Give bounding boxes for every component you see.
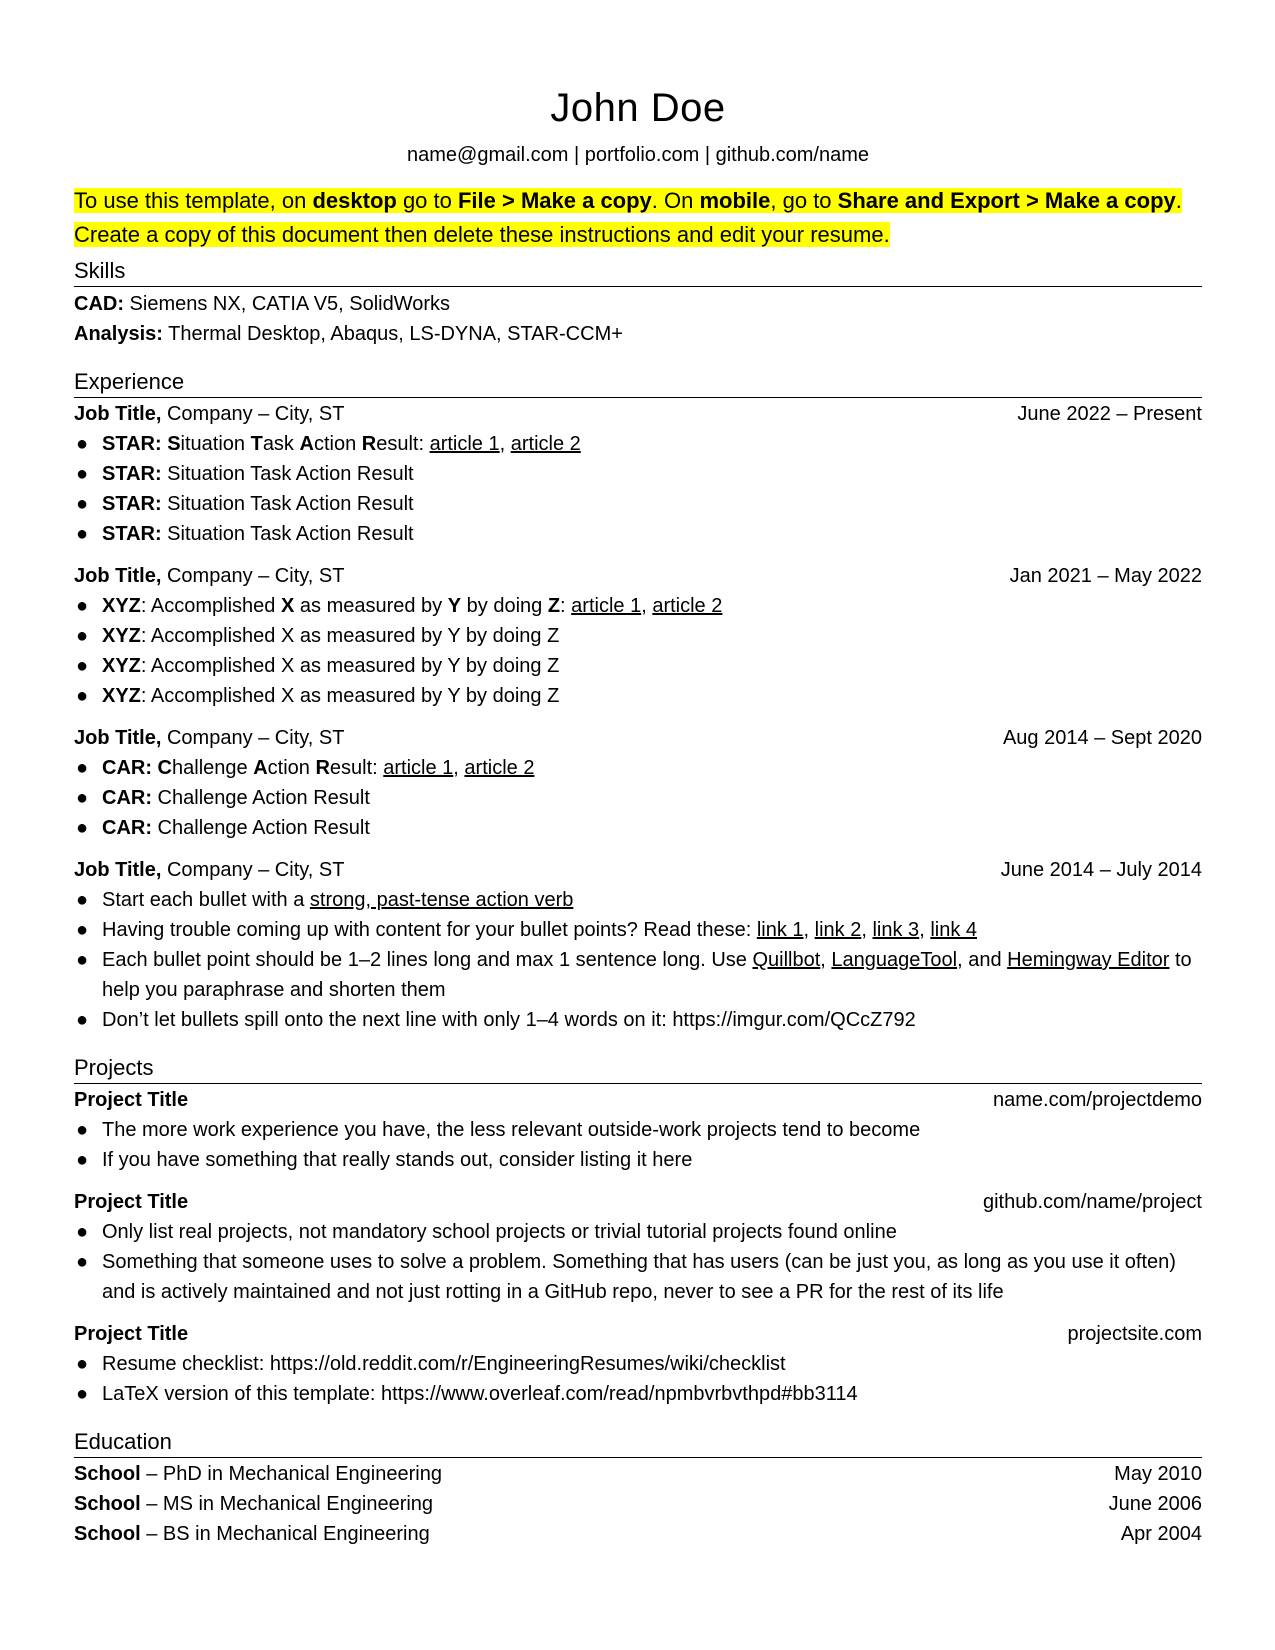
- article-link[interactable]: article 2: [510, 433, 581, 455]
- project-title: Project Title: [74, 1191, 189, 1213]
- resume-page: [74, 0, 1202, 1549]
- project-header: [74, 1187, 1202, 1217]
- bullet-icon: ●: [76, 787, 89, 809]
- list-item: ● XYZ: Accomplished X as measured by Y by doing Z: [74, 681, 1202, 711]
- list-item: ● Each bullet point should be 1–2 lines long and max 1 sentence long. Use Quillbot, LanguageTool, and Hemingway Editor to help you paraphrase and shorten them: [74, 945, 1202, 1005]
- portfolio-link[interactable]: portfolio.com: [584, 144, 700, 166]
- list-item: ● CAR: Challenge Action Result: [74, 783, 1202, 813]
- bullet-icon: ●: [76, 1149, 89, 1171]
- list-item: ● STAR: Situation Task Action Result: [74, 519, 1202, 549]
- article-link[interactable]: article 2: [652, 595, 723, 617]
- job-dates: June 2022 – Present: [1017, 403, 1202, 425]
- list-item: ● Only list real projects, not mandatory school projects or trivial tutorial projects found online: [74, 1217, 1202, 1247]
- list-item: ● Start each bullet with a strong, past-tense action verb: [74, 885, 1202, 915]
- skills-row: Analysis: Thermal Desktop, Abaqus, LS-DYNA, STAR-CCM+: [74, 323, 623, 345]
- bullet-icon: ●: [76, 685, 89, 707]
- job-header: Job Title, Company – City, ST June 2014 – July 2014: [74, 855, 1202, 885]
- quillbot-link[interactable]: Quillbot: [752, 949, 821, 971]
- bullet-icon: ●: [76, 1009, 89, 1031]
- job-header: Job Title, Company – City, ST June 2022 – Present: [74, 399, 1202, 429]
- project-title: Project Title: [74, 1089, 189, 1111]
- project-url[interactable]: projectsite.com: [1067, 1323, 1202, 1345]
- list-item: ● STAR: Situation Task Action Result: article 1, article 2: [74, 429, 1202, 459]
- bullet-icon: ●: [76, 433, 89, 455]
- bullet-icon: ●: [76, 655, 89, 677]
- bullet-icon: ●: [76, 1119, 89, 1141]
- project-header: [74, 1319, 1202, 1349]
- section-title-education: Education: [74, 1429, 1202, 1458]
- list-item: ● The more work experience you have, the less relevant outside-work projects tend to become: [74, 1115, 1202, 1145]
- education-list: [74, 1459, 1202, 1549]
- bullet-icon: ●: [76, 757, 89, 779]
- project-entry: [74, 1319, 1202, 1409]
- education-date: June 2006: [1108, 1493, 1202, 1515]
- job-entry: [74, 723, 1202, 843]
- bullet-icon: ●: [76, 1251, 89, 1273]
- article-link[interactable]: article 1: [429, 433, 500, 455]
- bullet-icon: ●: [76, 919, 89, 941]
- resource-link[interactable]: link 1: [756, 919, 804, 941]
- list-item: ● STAR: Situation Task Action Result: [74, 489, 1202, 519]
- list-item: ● Don’t let bullets spill onto the next line with only 1–4 words on it: https://imgur.com/QCcZ792: [74, 1005, 1202, 1035]
- list-item: ● CAR: Challenge Action Result: article 1, article 2: [74, 753, 1202, 783]
- article-link[interactable]: article 1: [571, 595, 642, 617]
- list-item: ● CAR: Challenge Action Result: [74, 813, 1202, 843]
- education-row: School – MS in Mechanical Engineering June 2006: [74, 1489, 1202, 1519]
- bullet-icon: ●: [76, 595, 89, 617]
- article-link[interactable]: article 2: [464, 757, 535, 779]
- bullet-icon: ●: [76, 493, 89, 515]
- bullet-icon: ●: [76, 625, 89, 647]
- list-item: ● XYZ: Accomplished X as measured by Y by doing Z: [74, 621, 1202, 651]
- bullet-icon: ●: [76, 1221, 89, 1243]
- project-entry: [74, 1085, 1202, 1175]
- bullet-icon: ●: [76, 889, 89, 911]
- list-item: ● Having trouble coming up with content for your bullet points? Read these: link 1, link 2, link 3, link 4: [74, 915, 1202, 945]
- job-bullets: [74, 753, 1202, 843]
- education-row: School – PhD in Mechanical Engineering May 2010: [74, 1459, 1202, 1489]
- contact-line: name@gmail.com | portfolio.com | github.com/name: [406, 144, 869, 166]
- article-link[interactable]: article 1: [383, 757, 454, 779]
- section-title-skills: Skills: [74, 258, 1202, 287]
- email-link[interactable]: name@gmail.com: [406, 144, 569, 166]
- section-title-projects: Projects: [74, 1055, 1202, 1084]
- job-dates: June 2014 – July 2014: [1000, 859, 1202, 881]
- list-item: ● Resume checklist: https://old.reddit.com/r/EngineeringResumes/wiki/checklist: [74, 1349, 1202, 1379]
- project-header: [74, 1085, 1202, 1115]
- job-header: Job Title, Company – City, ST Jan 2021 – May 2022: [74, 561, 1202, 591]
- project-entry: [74, 1187, 1202, 1307]
- list-item: ● Something that someone uses to solve a problem. Something that has users (can be just you, as long as you use it often) and is actively maintained and not just rotting in a GitHub repo, never to see a PR for the rest of its life: [74, 1247, 1202, 1307]
- job-entry: [74, 855, 1202, 1035]
- bullet-icon: ●: [76, 523, 89, 545]
- list-item: ● If you have something that really stands out, consider listing it here: [74, 1145, 1202, 1175]
- resource-link[interactable]: link 2: [814, 919, 862, 941]
- job-dates: Aug 2014 – Sept 2020: [1002, 727, 1202, 749]
- education-row: School – BS in Mechanical Engineering Apr 2004: [74, 1519, 1202, 1549]
- job-entry: [74, 561, 1202, 711]
- bullet-icon: ●: [76, 949, 89, 971]
- job-dates: Jan 2021 – May 2022: [1009, 565, 1202, 587]
- hemingway-link[interactable]: Hemingway Editor: [1007, 949, 1170, 971]
- highlighted-instructions: To use this template, on desktop go to File > Make a copy. On mobile, go to Share and Export > Make a copy. Create a copy of this document then delete these instructions and edit your resume.: [74, 188, 1182, 247]
- job-header: Job Title, Company – City, ST Aug 2014 – Sept 2020: [74, 723, 1202, 753]
- project-url[interactable]: name.com/projectdemo: [993, 1089, 1202, 1111]
- skills-row: CAD: Siemens NX, CATIA V5, SolidWorks: [74, 293, 451, 315]
- skills-list: [74, 289, 1202, 349]
- project-title: Project Title: [74, 1323, 189, 1345]
- resource-link[interactable]: link 3: [872, 919, 920, 941]
- job-bullets: [74, 591, 1202, 711]
- job-entry: [74, 399, 1202, 549]
- list-item: ● XYZ: Accomplished X as measured by Y by doing Z: [74, 651, 1202, 681]
- template-instructions: [74, 184, 1202, 252]
- bullet-icon: ●: [76, 817, 89, 839]
- job-bullets: [74, 429, 1202, 549]
- languagetool-link[interactable]: LanguageTool: [831, 949, 958, 971]
- resource-link[interactable]: link 4: [930, 919, 978, 941]
- education-date: Apr 2004: [1120, 1523, 1202, 1545]
- list-item: ● LaTeX version of this template: https://www.overleaf.com/read/npmbvrbvthpd#bb3114: [74, 1379, 1202, 1409]
- project-url[interactable]: github.com/name/project: [982, 1191, 1202, 1213]
- list-item: ● STAR: Situation Task Action Result: [74, 459, 1202, 489]
- candidate-name: John Doe: [550, 86, 726, 130]
- section-title-experience: Experience: [74, 369, 1202, 398]
- bullet-icon: ●: [76, 1383, 89, 1405]
- bullet-icon: ●: [76, 1353, 89, 1375]
- bullet-icon: ●: [76, 463, 89, 485]
- job-bullets: [74, 885, 1202, 1035]
- github-link[interactable]: github.com/name: [715, 144, 869, 166]
- action-verb-link[interactable]: strong, past-tense action verb: [309, 889, 574, 911]
- education-date: May 2010: [1114, 1463, 1202, 1485]
- list-item: ● XYZ: Accomplished X as measured by Y by doing Z: article 1, article 2: [74, 591, 1202, 621]
